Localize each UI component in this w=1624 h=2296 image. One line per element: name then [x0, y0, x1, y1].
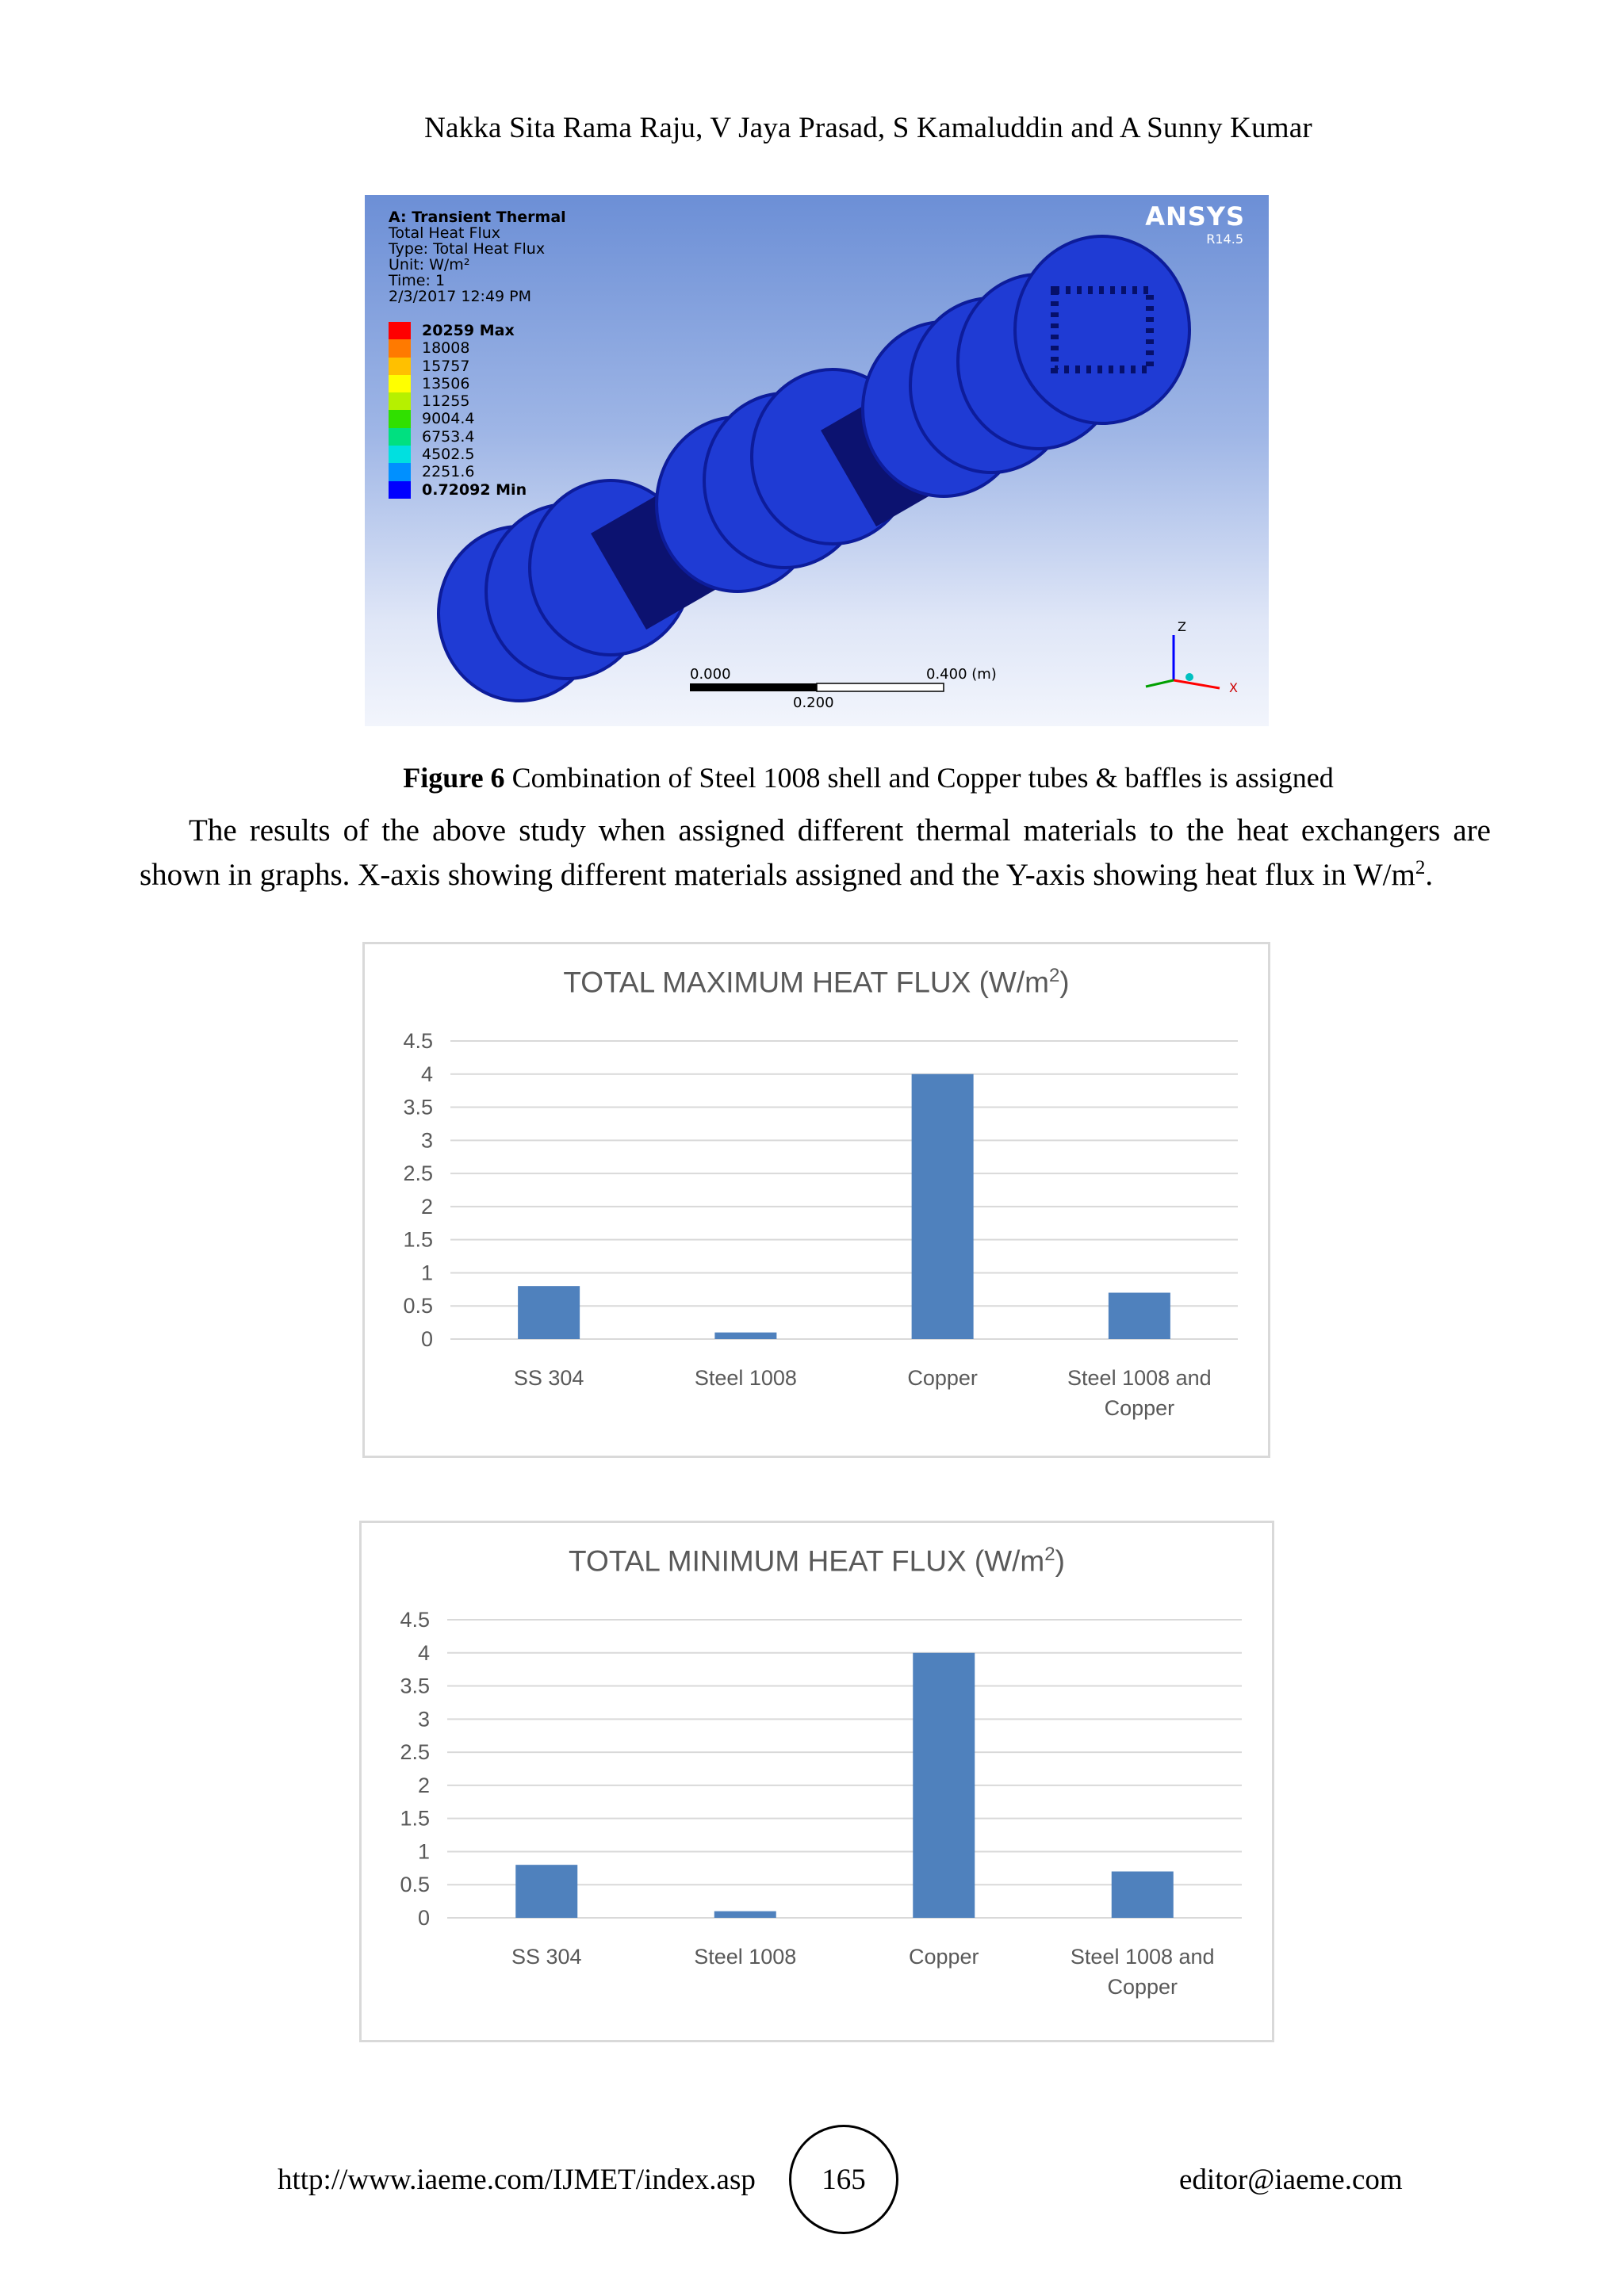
- x-tick-label: Steel 1008 and: [1070, 1945, 1215, 1969]
- chart-title-text: TOTAL MAXIMUM HEAT FLUX (W/m: [563, 966, 1049, 999]
- triad-z-label: Z: [1178, 619, 1186, 634]
- baffle-group: [439, 236, 1189, 701]
- min-heat-flux-chart: [359, 1521, 1274, 2042]
- heat-exchanger-render: [365, 195, 1269, 726]
- x-tick-label: SS 304: [513, 1366, 584, 1390]
- result-date: 2/3/2017 12:49 PM: [389, 288, 532, 305]
- legend-label: 4502.5: [422, 446, 475, 464]
- page-number: 165: [789, 2125, 898, 2234]
- result-type: Type: Total Heat Flux: [389, 240, 546, 258]
- footer-email[interactable]: editor@iaeme.com: [1179, 2164, 1403, 2196]
- ansys-figure: [365, 195, 1269, 726]
- legend-label: 18008: [422, 339, 470, 358]
- paragraph-text: The results of the above study when assigned different thermal materials to the heat exchangers are shown in graphs. X-axis showing different materials assigned and the Y-axis showing heat flux in W/m: [140, 813, 1491, 892]
- y-tick-label: 4.5: [403, 1029, 433, 1053]
- y-tick-label: 4.5: [400, 1608, 430, 1632]
- body-paragraph: [140, 812, 1491, 894]
- max-heat-flux-chart: [362, 942, 1270, 1458]
- bar: [714, 1911, 776, 1918]
- result-time: Time: 1: [389, 272, 446, 289]
- scale-right: 0.400 (m): [926, 666, 997, 683]
- x-tick-label: Steel 1008: [694, 1366, 797, 1390]
- legend-label: 6753.4: [422, 427, 475, 446]
- bar: [515, 1865, 577, 1918]
- y-tick-label: 1.5: [403, 1227, 433, 1252]
- legend-label: 11255: [422, 392, 470, 411]
- bar: [1112, 1872, 1174, 1918]
- x-tick-label: Copper: [907, 1366, 978, 1390]
- chart-title-end: ): [1055, 1544, 1065, 1578]
- scale-left: 0.000: [690, 666, 731, 683]
- y-tick-label: 1: [417, 1839, 430, 1864]
- analysis-title: A: Transient Thermal: [389, 209, 566, 226]
- chart-title-sup: 2: [1044, 1544, 1055, 1565]
- bar: [912, 1074, 974, 1339]
- min-heat-flux-plot: [362, 1523, 1272, 2040]
- y-tick-label: 0: [417, 1906, 430, 1930]
- caption-text: Combination of Steel 1008 shell and Copper tubes & baffles is assigned: [504, 762, 1334, 794]
- result-unit: Unit: W/m²: [389, 256, 470, 274]
- ansys-logo: ANSYS: [1145, 201, 1245, 232]
- y-tick-label: 4: [417, 1640, 430, 1665]
- chart-title-text: TOTAL MINIMUM HEAT FLUX (W/m: [569, 1544, 1045, 1578]
- legend-label: 13506: [422, 374, 470, 392]
- ansys-version: R14.5: [1206, 232, 1243, 247]
- scale-bar-graphic: [690, 683, 944, 691]
- footer-url[interactable]: http://www.iaeme.com/IJMET/index.asp: [278, 2164, 756, 2196]
- paragraph-sup: 2: [1415, 857, 1426, 878]
- y-tick-label: 2: [417, 1773, 430, 1797]
- y-tick-label: 0: [420, 1327, 433, 1351]
- bar: [518, 1286, 580, 1339]
- figure-caption: [0, 761, 1624, 794]
- chart-title-sup: 2: [1048, 965, 1060, 986]
- baffle-disc: [1015, 236, 1189, 423]
- x-tick-label: SS 304: [511, 1945, 582, 1969]
- paragraph-end: .: [1425, 858, 1434, 892]
- y-tick-label: 2.5: [400, 1740, 430, 1765]
- bar: [1109, 1293, 1170, 1339]
- y-tick-label: 2: [420, 1194, 433, 1219]
- running-head: Nakka Sita Rama Raju, V Jaya Prasad, S Kamaluddin and A Sunny Kumar: [424, 112, 1312, 144]
- bar: [913, 1653, 975, 1918]
- legend-label: 20259 Max: [422, 322, 515, 339]
- max-heat-flux-plot: [365, 944, 1268, 1456]
- y-tick-label: 2.5: [403, 1161, 433, 1186]
- x-tick-label: Copper: [1104, 1396, 1175, 1420]
- x-tick-label: Steel 1008 and: [1067, 1366, 1212, 1390]
- legend-label: 2251.6: [422, 463, 475, 481]
- scale-bar-white: [817, 683, 944, 691]
- y-tick-label: 3: [420, 1128, 433, 1153]
- triad-x-label: X: [1229, 680, 1238, 695]
- bar: [714, 1333, 776, 1339]
- x-tick-label: Copper: [1107, 1975, 1178, 1999]
- y-tick-label: 3: [417, 1707, 430, 1732]
- legend-label: 15757: [422, 357, 470, 375]
- y-tick-label: 0.5: [403, 1294, 433, 1318]
- x-tick-label: Steel 1008: [694, 1945, 797, 1969]
- y-tick-label: 1.5: [400, 1806, 430, 1831]
- legend-label: 9004.4: [422, 410, 475, 428]
- legend-label: 0.72092 Min: [422, 480, 527, 499]
- scale-bar-black: [690, 683, 817, 691]
- y-tick-label: 3.5: [400, 1674, 430, 1698]
- y-tick-label: 4: [420, 1062, 433, 1086]
- y-tick-label: 0.5: [400, 1873, 430, 1897]
- result-name: Total Heat Flux: [389, 224, 501, 242]
- y-tick-label: 1: [420, 1261, 433, 1285]
- axis-triad: [1146, 635, 1220, 688]
- scale-mid: 0.200: [793, 695, 834, 711]
- chart-title-end: ): [1059, 966, 1070, 999]
- caption-label: Figure 6: [403, 762, 505, 794]
- y-tick-label: 3.5: [403, 1095, 433, 1119]
- x-tick-label: Copper: [908, 1945, 979, 1969]
